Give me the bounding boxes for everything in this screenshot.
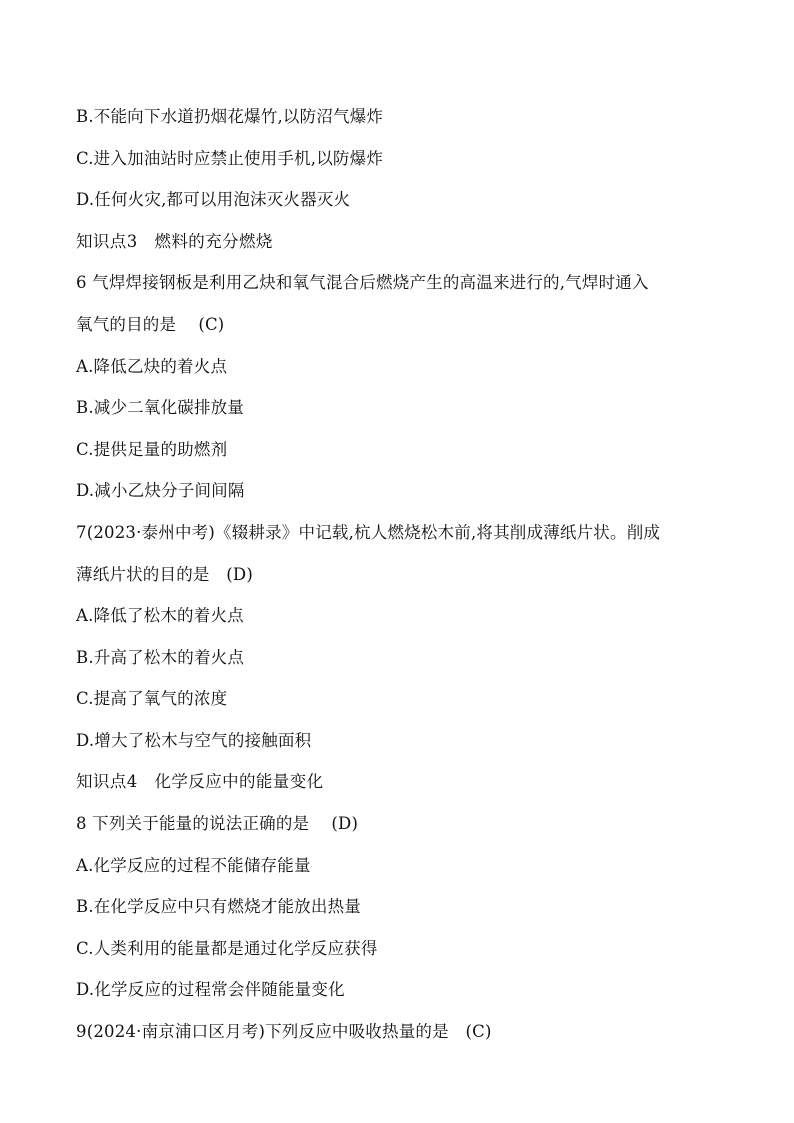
section-heading-3: 知识点3 燃料的充分燃烧 [76, 232, 273, 251]
question-9: 9(2024·南京浦口区月考)下列反应中吸收热量的是 (C) [76, 1022, 492, 1041]
option-b-q5: B.不能向下水道扔烟花爆竹,以防沼气爆炸 [76, 107, 384, 126]
option-d-q6: D.减小乙炔分子间间隔 [76, 481, 245, 500]
option-d-q7: D.增大了松木与空气的接触面积 [76, 731, 312, 750]
section-heading-4: 知识点4 化学反应中的能量变化 [76, 772, 324, 791]
option-c-q7: C.提高了氧气的浓度 [76, 689, 228, 708]
option-c-q5: C.进入加油站时应禁止使用手机,以防爆炸 [76, 149, 384, 168]
option-c-q8: C.人类利用的能量都是通过化学反应获得 [76, 939, 378, 958]
option-b-q6: B.减少二氧化碳排放量 [76, 398, 245, 417]
question-6-line-2: 氧气的目的是 (C) [76, 315, 225, 334]
option-b-q7: B.升高了松木的着火点 [76, 648, 245, 667]
option-d-q5: D.任何火灾,都可以用泡沫灭火器灭火 [76, 190, 351, 209]
question-7-line-1: 7(2023·泰州中考)《辍耕录》中记载,杭人燃烧松木前,将其削成薄纸片状。削成 [76, 523, 661, 542]
question-6-line-1: 6 气焊焊接钢板是利用乙炔和氧气混合后燃烧产生的高温来进行的,气焊时通入 [76, 273, 649, 292]
question-8: 8 下列关于能量的说法正确的是 (D) [76, 814, 359, 833]
option-c-q6: C.提供足量的助燃剂 [76, 440, 228, 459]
option-a-q7: A.降低了松木的着火点 [76, 606, 244, 625]
question-7-line-2: 薄纸片状的目的是 (D) [76, 565, 254, 584]
option-d-q8: D.化学反应的过程常会伴随能量变化 [76, 980, 345, 999]
option-b-q8: B.在化学反应中只有燃烧才能放出热量 [76, 897, 361, 916]
option-a-q6: A.降低乙炔的着火点 [76, 357, 228, 376]
option-a-q8: A.化学反应的过程不能储存能量 [76, 856, 311, 875]
